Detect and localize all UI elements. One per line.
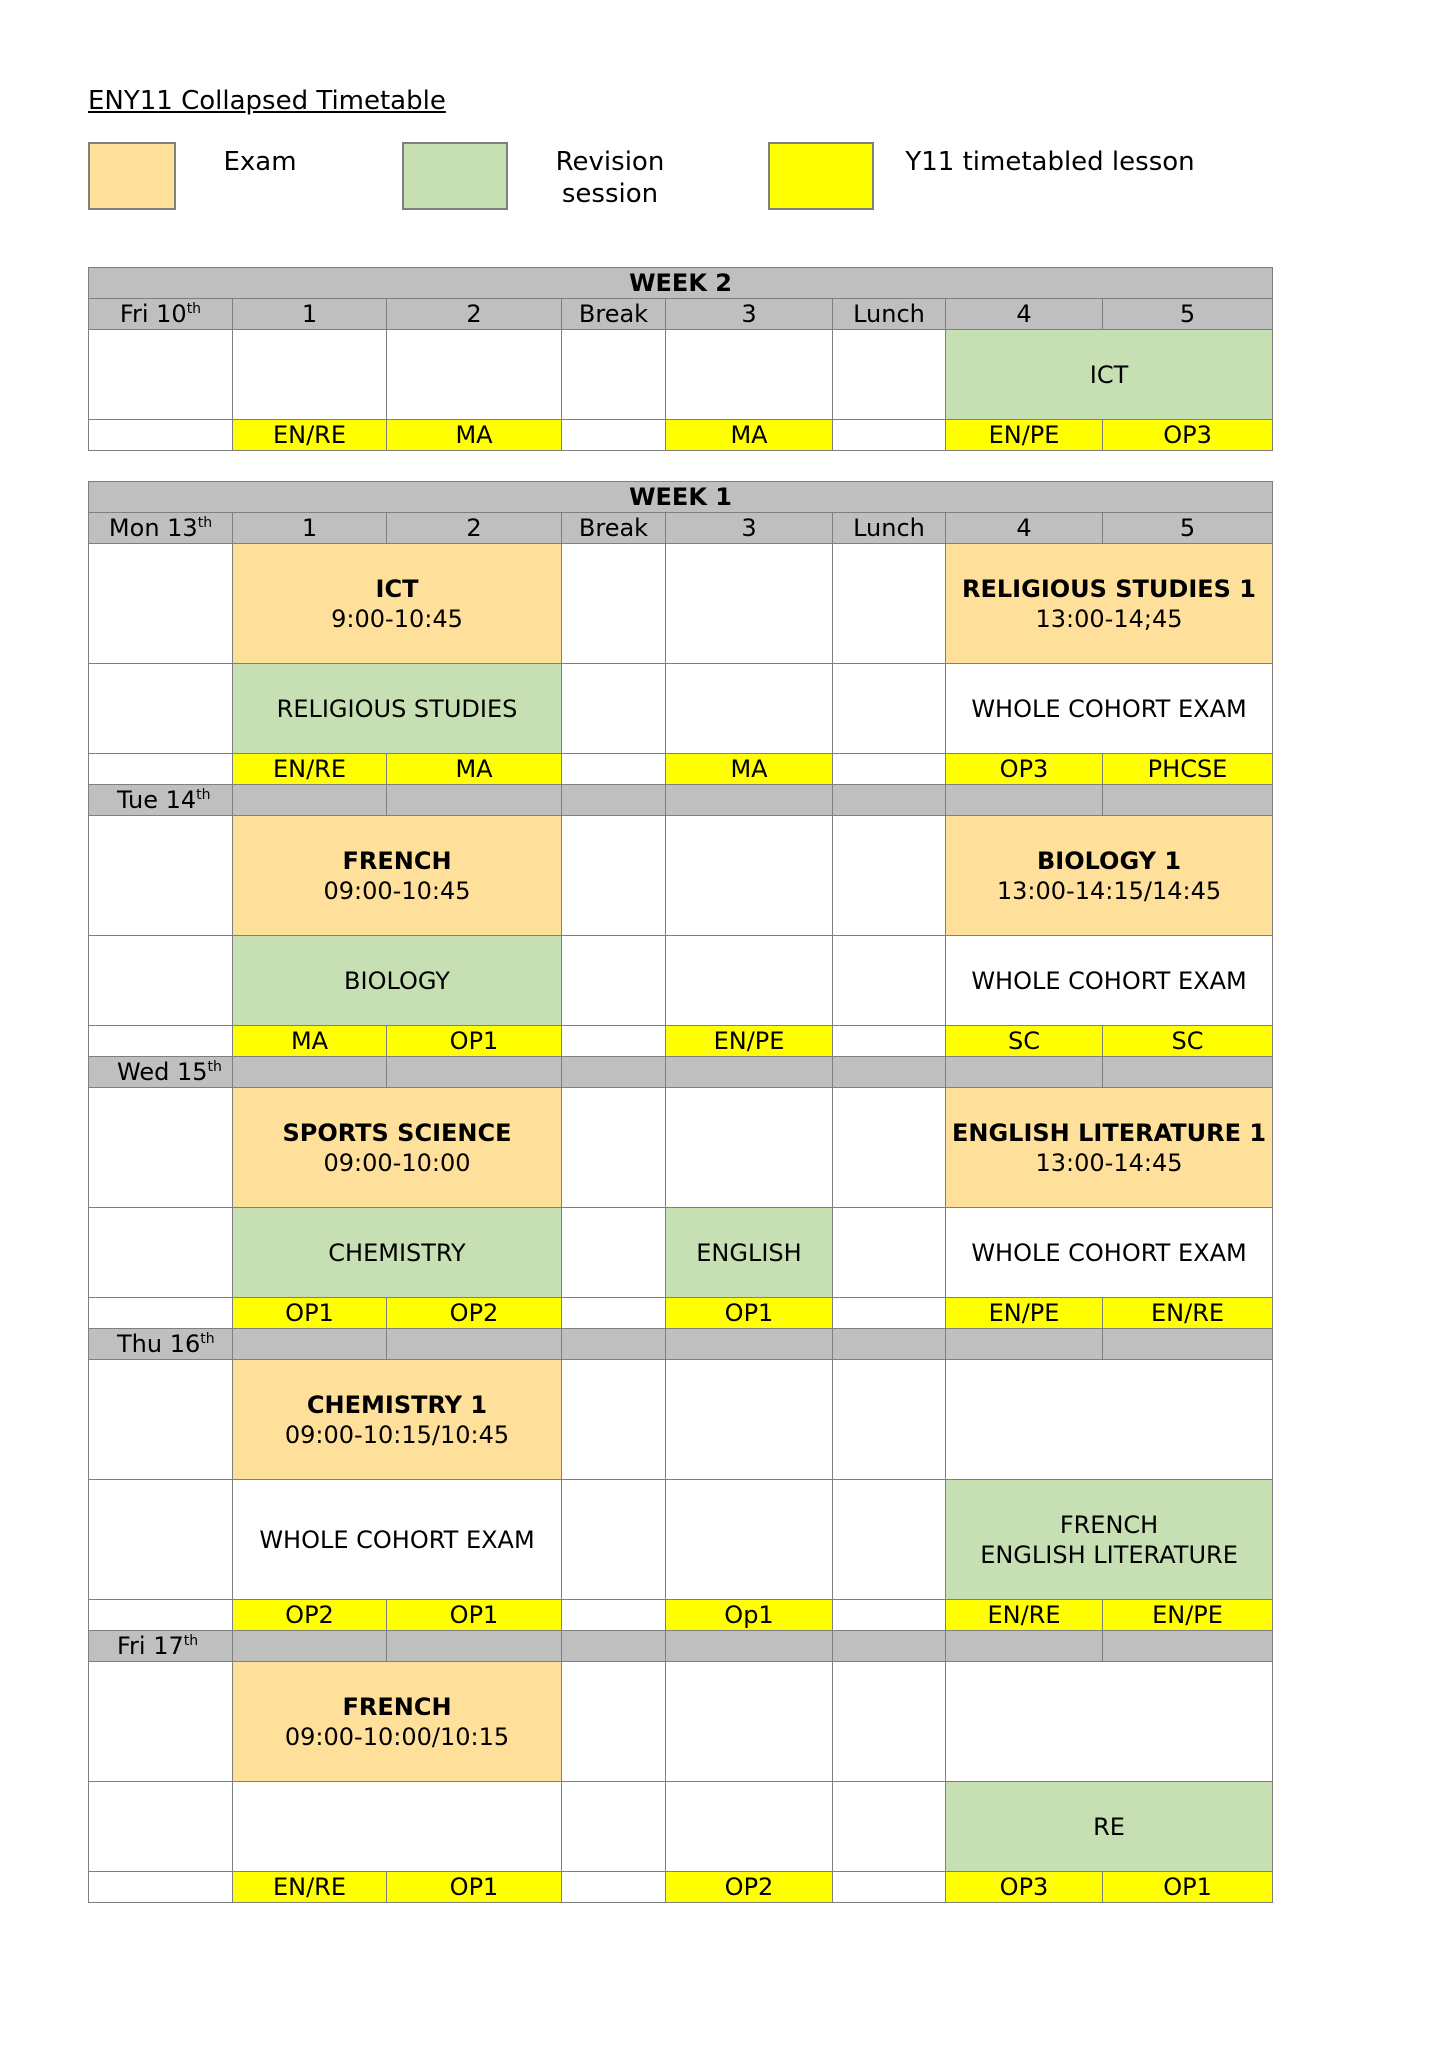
day-separator xyxy=(89,1057,1273,1088)
revision-session: FRENCH ENGLISH LITERATURE xyxy=(946,1480,1273,1600)
day-label: Thu 16th xyxy=(89,1329,233,1360)
lesson-cell: Op1 xyxy=(666,1600,833,1631)
lesson-cell: OP1 xyxy=(233,1298,387,1329)
col-p4: 4 xyxy=(946,513,1103,544)
day-label: Fri 17th xyxy=(89,1631,233,1662)
lesson-row xyxy=(89,1026,1273,1057)
lesson-cell: MA xyxy=(387,420,562,451)
lesson-cell: OP2 xyxy=(233,1600,387,1631)
exam-cell: CHEMISTRY 1 09:00-10:15/10:45 xyxy=(233,1360,562,1480)
day-separator xyxy=(89,785,1273,816)
lesson-cell: MA xyxy=(666,420,833,451)
col-lunch: Lunch xyxy=(833,513,946,544)
legend-lesson-swatch xyxy=(768,142,874,210)
col-p2: 2 xyxy=(387,513,562,544)
day-label: Tue 14th xyxy=(89,785,233,816)
col-break: Break xyxy=(562,513,666,544)
lesson-cell: MA xyxy=(233,1026,387,1057)
whole-cohort-note: WHOLE COHORT EXAM xyxy=(233,1480,562,1600)
lesson-row xyxy=(89,1298,1273,1329)
lesson-cell: SC xyxy=(1103,1026,1273,1057)
lesson-cell: OP1 xyxy=(387,1872,562,1903)
page-title: ENY11 Collapsed Timetable xyxy=(88,86,446,116)
revision-session: RE xyxy=(946,1782,1273,1872)
whole-cohort-note: WHOLE COHORT EXAM xyxy=(946,1208,1273,1298)
legend-exam-label: Exam xyxy=(223,147,297,177)
exam-cell: FRENCH 09:00-10:00/10:15 xyxy=(233,1662,562,1782)
lesson-cell: MA xyxy=(666,754,833,785)
week2-header-row xyxy=(89,299,1273,330)
revision-session: ICT xyxy=(946,330,1273,420)
lesson-cell: EN/RE xyxy=(233,754,387,785)
exam-cell: ICT 9:00-10:45 xyxy=(233,544,562,664)
lesson-cell: SC xyxy=(946,1026,1103,1057)
col-p5: 5 xyxy=(1103,513,1273,544)
lesson-cell: EN/RE xyxy=(1103,1298,1273,1329)
exam-cell: RELIGIOUS STUDIES 1 13:00-14;45 xyxy=(946,544,1273,664)
revision-session: RELIGIOUS STUDIES xyxy=(233,664,562,754)
day-label: Fri 10th xyxy=(89,299,233,330)
whole-cohort-note: WHOLE COHORT EXAM xyxy=(946,936,1273,1026)
revision-session: CHEMISTRY xyxy=(233,1208,562,1298)
whole-cohort-note: WHOLE COHORT EXAM xyxy=(946,664,1273,754)
lesson-cell: OP3 xyxy=(1103,420,1273,451)
lesson-row xyxy=(89,1872,1273,1903)
lesson-row xyxy=(89,420,1273,451)
exam-cell: FRENCH 09:00-10:45 xyxy=(233,816,562,936)
week2-label: WEEK 2 xyxy=(89,268,1273,299)
lesson-cell: EN/PE xyxy=(946,420,1103,451)
lesson-cell: OP1 xyxy=(387,1600,562,1631)
lesson-cell: EN/RE xyxy=(233,1872,387,1903)
lesson-cell: EN/PE xyxy=(666,1026,833,1057)
lesson-cell: OP2 xyxy=(666,1872,833,1903)
week1-table xyxy=(88,481,1273,1903)
col-p2: 2 xyxy=(387,299,562,330)
col-p1: 1 xyxy=(233,513,387,544)
lesson-row xyxy=(89,754,1273,785)
lesson-cell: OP2 xyxy=(387,1298,562,1329)
lesson-cell: EN/RE xyxy=(233,420,387,451)
lesson-cell: EN/PE xyxy=(1103,1600,1273,1631)
lesson-cell: OP1 xyxy=(1103,1872,1273,1903)
col-p3: 3 xyxy=(666,513,833,544)
week1-label: WEEK 1 xyxy=(89,482,1273,513)
col-p4: 4 xyxy=(946,299,1103,330)
day-separator xyxy=(89,1631,1273,1662)
revision-session: ENGLISH xyxy=(666,1208,833,1298)
lesson-row xyxy=(89,1600,1273,1631)
lesson-cell: OP1 xyxy=(666,1298,833,1329)
legend-revision-label: Revision session xyxy=(555,147,665,209)
legend-revision-swatch xyxy=(402,142,508,210)
exam-cell: SPORTS SCIENCE 09:00-10:00 xyxy=(233,1088,562,1208)
lesson-cell: OP1 xyxy=(387,1026,562,1057)
lesson-cell: OP3 xyxy=(946,754,1103,785)
day-separator xyxy=(89,1329,1273,1360)
col-p3: 3 xyxy=(666,299,833,330)
lesson-cell: MA xyxy=(387,754,562,785)
exam-cell: BIOLOGY 1 13:00-14:15/14:45 xyxy=(946,816,1273,936)
col-break: Break xyxy=(562,299,666,330)
revision-session: BIOLOGY xyxy=(233,936,562,1026)
exam-cell: ENGLISH LITERATURE 1 13:00-14:45 xyxy=(946,1088,1273,1208)
lesson-cell: EN/RE xyxy=(946,1600,1103,1631)
legend-exam-swatch xyxy=(88,142,176,210)
legend-lesson-label: Y11 timetabled lesson xyxy=(905,147,1195,177)
col-p1: 1 xyxy=(233,299,387,330)
day-label: Wed 15th xyxy=(89,1057,233,1088)
col-lunch: Lunch xyxy=(833,299,946,330)
lesson-cell: PHCSE xyxy=(1103,754,1273,785)
col-p5: 5 xyxy=(1103,299,1273,330)
day-label: Mon 13th xyxy=(89,513,233,544)
lesson-cell: EN/PE xyxy=(946,1298,1103,1329)
week1-header-row xyxy=(89,513,1273,544)
lesson-cell: OP3 xyxy=(946,1872,1103,1903)
week2-table xyxy=(88,267,1273,451)
